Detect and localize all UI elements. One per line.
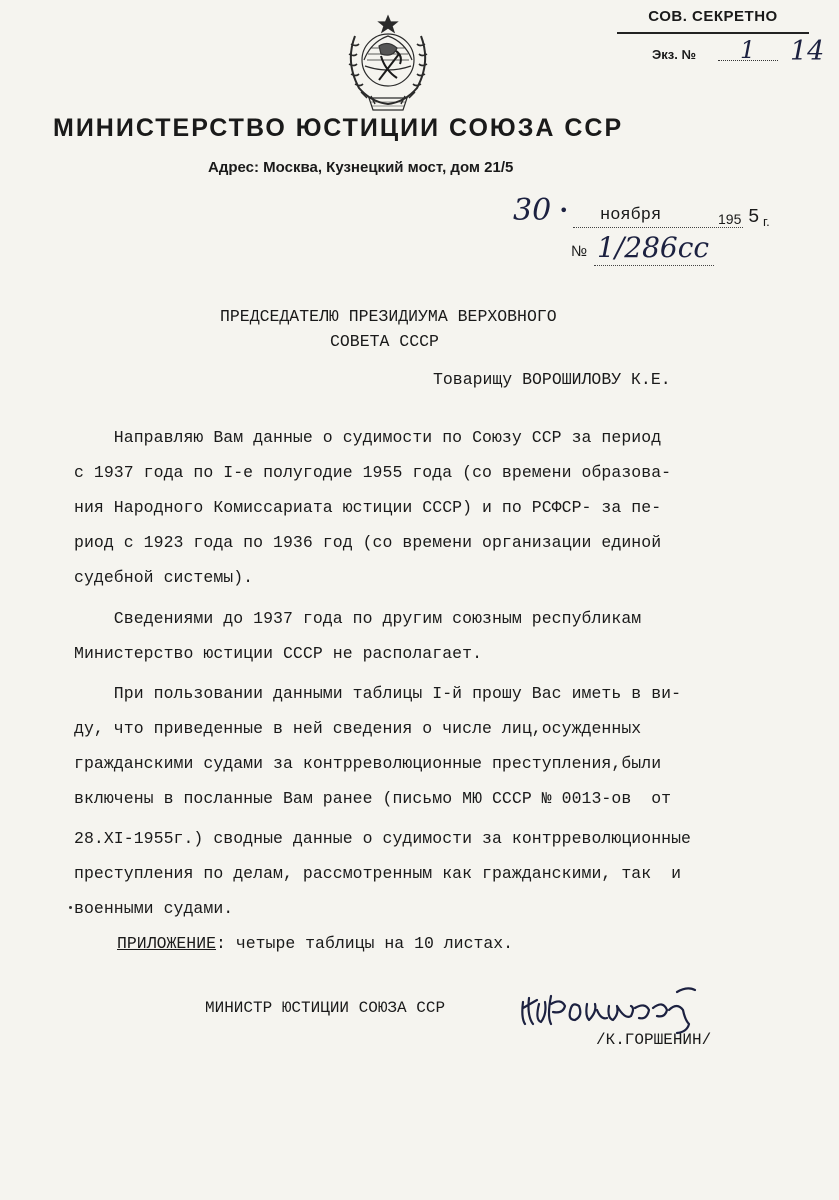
- body-line: Направляю Вам данные о судимости по Союзу ССР за период: [74, 428, 662, 447]
- body-line: Сведениями до 1937 года по другим союзным республикам: [74, 609, 642, 628]
- addressee-line-2: СОВЕТА СССР: [330, 332, 439, 351]
- date-separator: •: [559, 201, 569, 220]
- body-line: 28.XI-1955г.) сводные данные о судимости за контрреволюционные: [74, 829, 691, 848]
- body-line: включены в посланные Вам ранее (письмо МЮ СССР № 0013-ов от: [74, 789, 672, 808]
- body-line: При пользовании данными таблицы I-й прошу Вас иметь в ви-: [74, 684, 682, 703]
- body-line: гражданскими судами за контрреволюционные преступления,были: [74, 754, 662, 773]
- signatory-name: /К.ГОРШЕНИН/: [596, 1031, 712, 1049]
- date-year-suffix: г.: [763, 214, 770, 229]
- appendix-label: ПРИЛОЖЕНИЕ: [117, 934, 217, 953]
- signatory-title: МИНИСТР ЮСТИЦИИ СОЮЗА ССР: [205, 999, 446, 1017]
- date-month: ноября: [600, 206, 662, 225]
- date-year-digit: 5: [748, 206, 760, 228]
- body-line: преступления по делам, рассмотренным как гражданскими, так и: [74, 864, 682, 883]
- appendix-text: : четыре таблицы на 10 листах.: [216, 934, 514, 953]
- paper-speck: [69, 906, 72, 909]
- outgoing-number-label: №: [571, 243, 588, 260]
- body-line: судебной системы).: [74, 568, 254, 587]
- secrecy-stamp: СОВ. СЕКРЕТНО: [617, 4, 809, 34]
- body-line: с 1937 года по I-е полугодие 1955 года (со времени образова-: [74, 463, 672, 482]
- date-underline: [573, 227, 743, 228]
- handwritten-signature: [517, 980, 702, 1035]
- addressee-line-3: Товарищу ВОРОШИЛОВУ К.Е.: [433, 370, 671, 389]
- appendix-note: [117, 934, 513, 953]
- copy-number-label: Экз. №: [652, 47, 696, 62]
- body-line: военными судами.: [74, 899, 234, 918]
- ussr-state-emblem-icon: [341, 14, 435, 112]
- date-day: 30: [513, 193, 552, 228]
- outgoing-number-value: 1/286сс: [597, 231, 710, 264]
- body-line: риод с 1923 года по 1936 год (со времени организации единой: [74, 533, 662, 552]
- outgoing-number-underline: [594, 265, 714, 266]
- body-line: Министерство юстиции СССР не располагает.: [74, 644, 483, 663]
- ministry-address: Адрес: Москва, Кузнецкий мост, дом 21/5: [208, 159, 514, 176]
- body-line: ния Народного Комиссариата юстиции СССР) и по РСФСР- за пе-: [74, 498, 662, 517]
- sheet-number: 14: [790, 36, 825, 67]
- body-line: ду, что приведенные в ней сведения о числе лиц,осужденных: [74, 719, 642, 738]
- date-year-printed: 195: [718, 211, 742, 227]
- copy-number-value: 1: [740, 36, 756, 64]
- ministry-title: МИНИСТЕРСТВО ЮСТИЦИИ СОЮЗА ССР: [53, 114, 624, 142]
- addressee-line-1: ПРЕДСЕДАТЕЛЮ ПРЕЗИДИУМА ВЕРХОВНОГО: [220, 307, 557, 326]
